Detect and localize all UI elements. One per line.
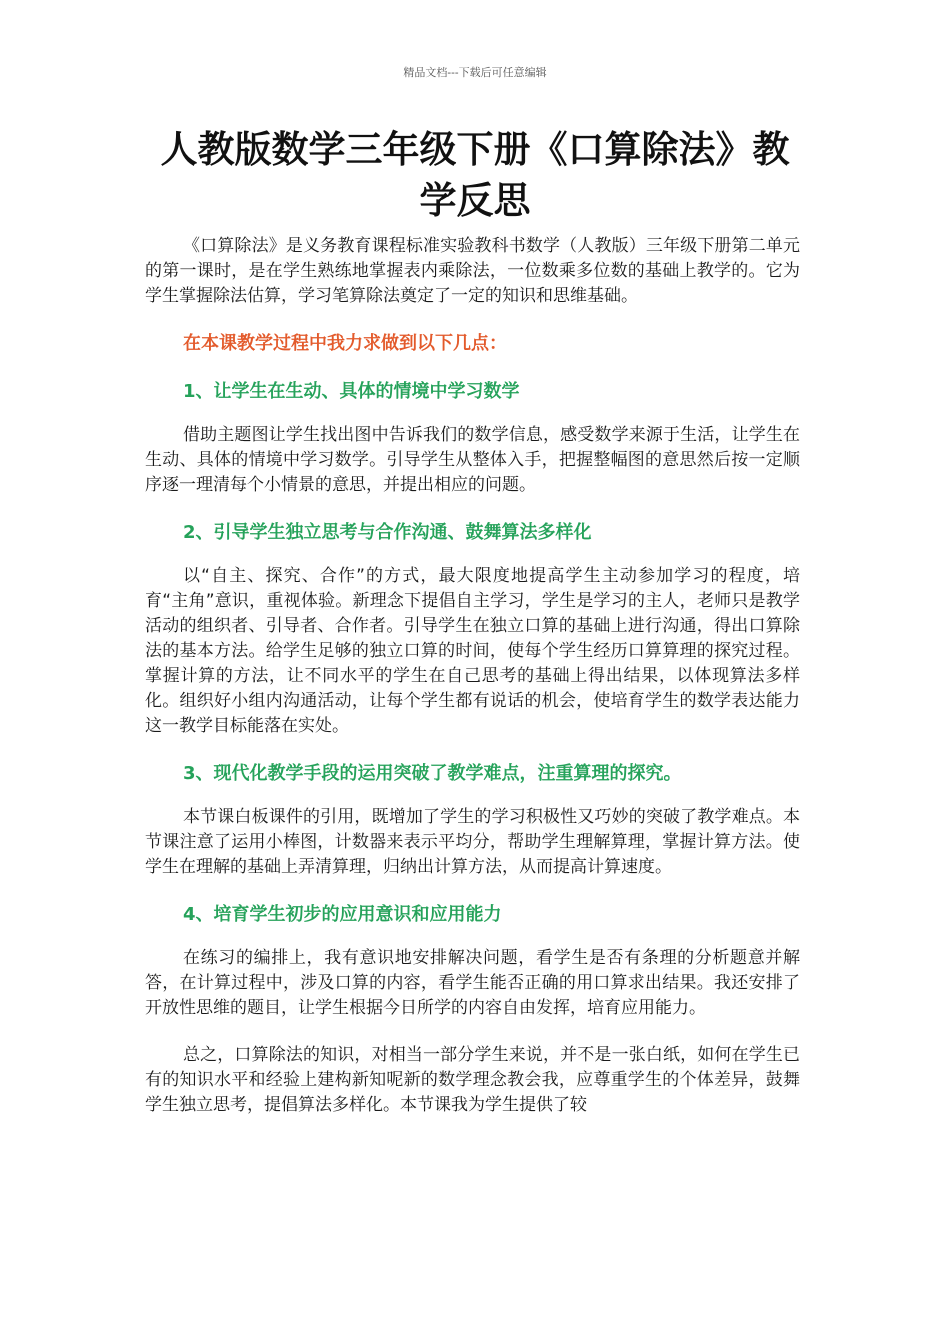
section-heading-1: 1、让学生在生动、具体的情境中学习数学: [183, 381, 520, 402]
intro-paragraph: 《口算除法》是义务教育课程标准实验教科书数学（人教版）三年级下册第二单元的第一课时，是在学生熟练地掌握表内乘除法，一位数乘多位数的基础上教学的。它为学生掌握除法估算，学习笔算除法奠定了一定的知识和思维基础。: [145, 236, 800, 306]
section-heading-2: 2、引导学生独立思考与合作沟通、鼓舞算法多样化: [183, 522, 592, 543]
document-body: [145, 234, 800, 1118]
header-note: 精品文档---下载后可任意编辑: [403, 66, 547, 79]
section-heading-4: 4、培育学生初步的应用意识和应用能力: [183, 904, 502, 925]
conclusion-paragraph: 总之，口算除法的知识，对相当一部分学生来说，并不是一张白纸，如何在学生已有的知识水平和经验上建构新知呢新的数学理念教会我，应尊重学生的个体差异，鼓舞学生独立思考，提倡算法多样化。本节课我为学生提供了较: [145, 1045, 800, 1115]
section-heading-3: 3、现代化教学手段的运用突破了教学难点，注重算理的探究。: [183, 763, 682, 784]
points-heading: 在本课教学过程中我力求做到以下几点：: [183, 333, 507, 354]
document-title: 人教版数学三年级下册《口算除法》教学反思: [160, 128, 790, 222]
section-body-1: 借助主题图让学生找出图中告诉我们的数学信息，感受数学来源于生活，让学生在生动、具体的情境中学习数学。引导学生从整体入手，把握整幅图的意思然后按一定顺序逐一理清每个小情景的意思，并提出相应的问题。: [145, 425, 800, 495]
section-body-2: 以“自主、探究、合作”的方式，最大限度地提高学生主动参加学习的程度，培育“主角”意识，重视体验。新理念下提倡自主学习，学生是学习的主人，老师只是教学活动的组织者、引导者、合作者。引导学生在独立口算的基础上进行沟通，得出口算除法的基本方法。给学生足够的独立口算的时间，使每个学生经历口算算理的探究过程。掌握计算的方法，让不同水平的学生在自己思考的基础上得出结果，以体现算法多样化。组织好小组内沟通活动，让每个学生都有说话的机会，使培育学生的数学表达能力这一教学目标能落在实处。: [145, 566, 800, 736]
section-body-4: 在练习的编排上，我有意识地安排解决问题，看学生是否有条理的分析题意并解答，在计算过程中，涉及口算的内容，看学生能否正确的用口算求出结果。我还安排了开放性思维的题目，让学生根据今日所学的内容自由发挥，培育应用能力。: [145, 948, 800, 1018]
section-body-3: 本节课白板课件的引用，既增加了学生的学习积极性又巧妙的突破了教学难点。本节课注意了运用小棒图，计数器来表示平均分，帮助学生理解算理，掌握计算方法。使学生在理解的基础上弄清算理，归纳出计算方法，从而提高计算速度。: [145, 807, 800, 877]
